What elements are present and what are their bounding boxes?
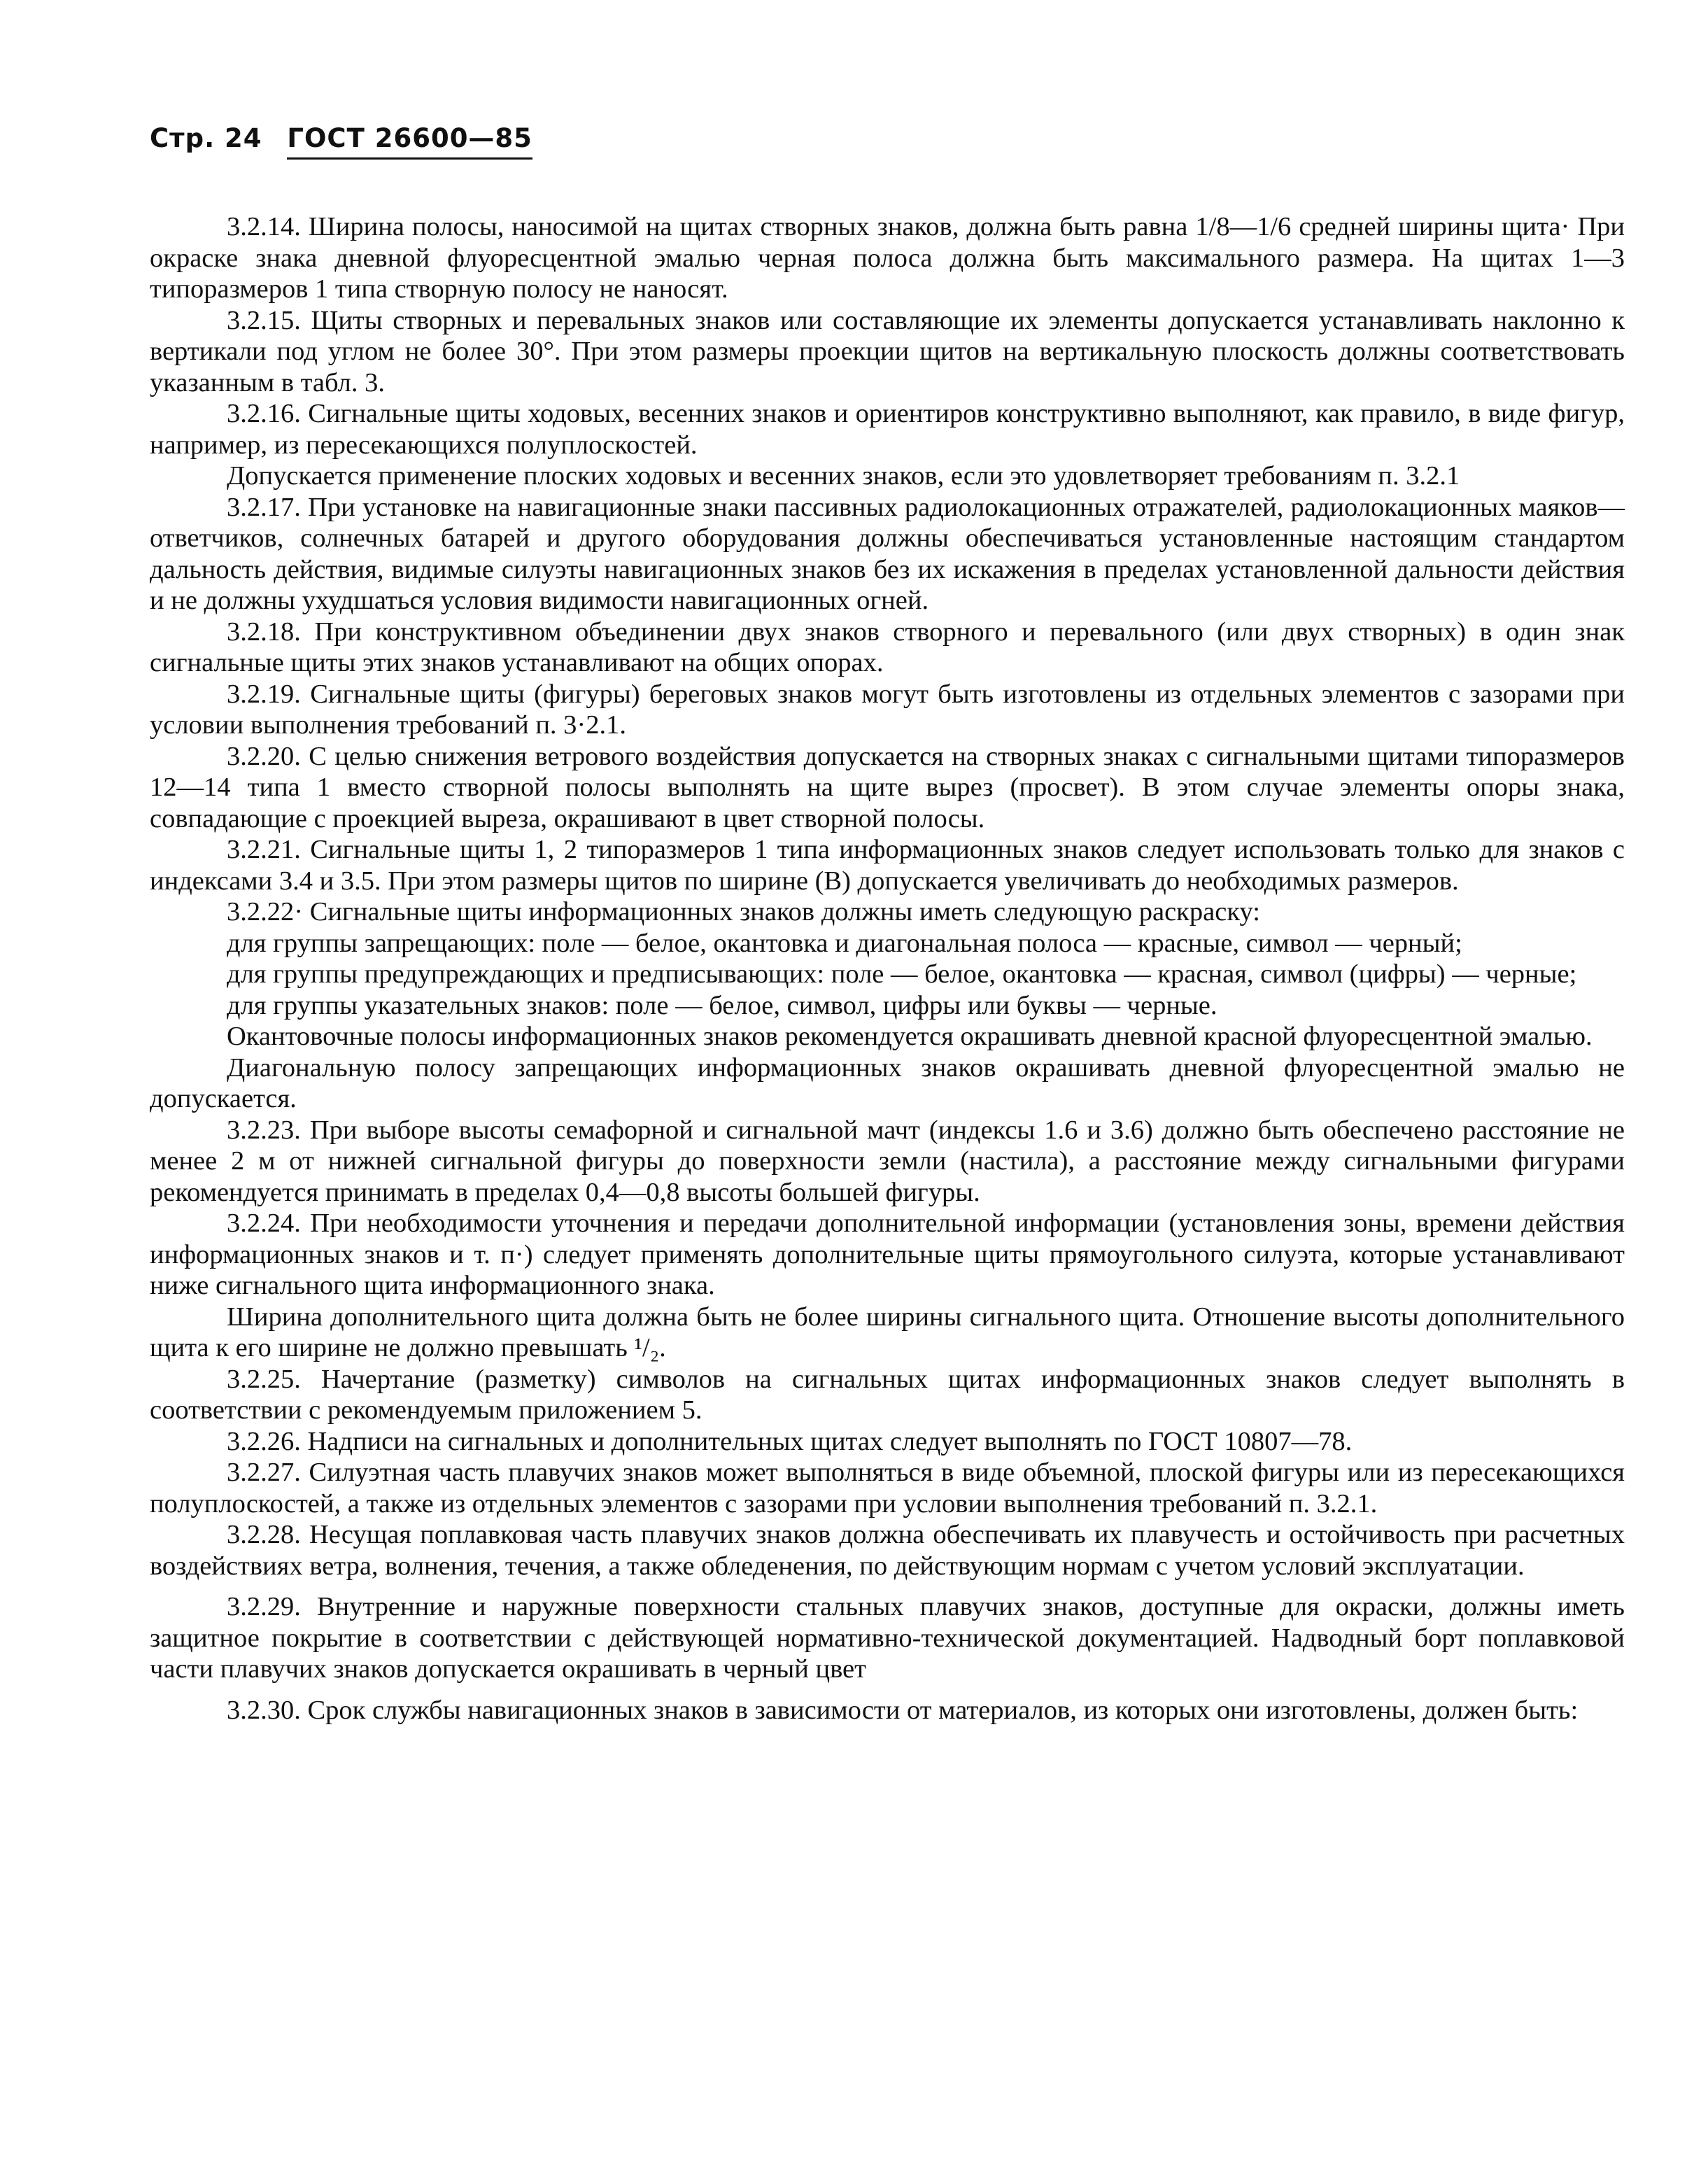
- document-body: [150, 211, 1625, 1726]
- paragraph: Окантовочные полосы информационных знаков рекомендуется окрашивать дневной красной флуоресцентной эмалью.: [227, 1022, 1593, 1051]
- paragraph-3-2-19: 3.2.19. Сигнальные щиты (фигуры) береговых знаков могут быть изготовлены из отдельных элементов с зазорами при условии выполнения требований п. 3·2.1.: [150, 679, 1625, 740]
- paragraph-3-2-14: 3.2.14. Ширина полосы, наносимой на щитах створных знаков, должна быть равна 1/8—1/6 средней ширины щита· При окраске знака дневной флуоресцентной эмалью черная полоса должна быть максимального размера. На щитах 1—3 типоразмеров 1 типа створную полосу не наносят.: [150, 212, 1625, 304]
- paragraph-3-2-21: 3.2.21. Сигнальные щиты 1, 2 типоразмеров 1 типа информационных знаков следует использовать только для знаков с индексами 3.4 и 3.5. При этом размеры щитов по ширине (В) допускается увеличивать до необходимых размеров.: [150, 835, 1625, 896]
- paragraph: Допускается применение плоских ходовых и весенних знаков, если это удовлетворяет требованиям п. 3.2.1: [227, 461, 1460, 491]
- page-number: Стр. 24: [150, 123, 262, 153]
- paragraph-3-2-18: 3.2.18. При конструктивном объединении двух знаков створного и перевального (или двух створных) в один знак сигнальные щиты этих знаков устанавливают на общих опорах.: [150, 617, 1625, 677]
- paragraph-3-2-16: 3.2.16. Сигнальные щиты ходовых, весенних знаков и ориентиров конструктивно выполняют, как правило, в виде фигур, например, из пересекающихся полуплоскостей.: [150, 399, 1625, 460]
- paragraph-3-2-24: 3.2.24. При необходимости уточнения и передачи дополнительной информации (установления зоны, времени действия информационных знаков и т. п·) следует применять дополнительные щиты прямоугольного силуэта, которые устанавливают ниже сигнального щита информационного знака.: [150, 1209, 1625, 1300]
- paragraph-3-2-28: 3.2.28. Несущая поплавковая часть плавучих знаков должна обеспечивать их плавучесть и остойчивость при расчетных воздействиях ветра, волнения, течения, а также обледенения, по действующим нормам с учетом условий эксплуатации.: [150, 1520, 1625, 1581]
- paragraph-3-2-20: 3.2.20. С целью снижения ветрового воздействия допускается на створных знаках с сигнальными щитами типоразмеров 12—14 типа 1 вместо створной полосы выполнять на щите вырез (просвет). В этом случае элементы опоры знака, совпадающие с проекцией выреза, окрашивают в цвет створной полосы.: [150, 741, 1625, 833]
- paragraph: для группы указательных знаков: поле — белое, символ, цифры или буквы — черные.: [227, 990, 1217, 1020]
- paragraph-3-2-25: 3.2.25. Начертание (разметку) символов на сигнальных щитах информационных знаков следует выполнять в соответствии с рекомендуемым приложением 5.: [150, 1364, 1625, 1425]
- paragraph-3-2-27: 3.2.27. Силуэтная часть плавучих знаков может выполняться в виде объемной, плоской фигуры или из пересекающихся полуплоскостей, а также из отдельных элементов с зазорами при условии выполнения требований п. 3.2.1.: [150, 1458, 1625, 1519]
- paragraph-3-2-26: 3.2.26. Надписи на сигнальных и дополнительных щитах следует выполнять по ГОСТ 10807—78.: [227, 1426, 1353, 1456]
- paragraph: для группы предупреждающих и предписывающих: поле — белое, окантовка — красная, символ (цифры) — черные;: [227, 959, 1577, 989]
- paragraph: Диагональную полосу запрещающих информационных знаков окрашивать дневной флуоресцентной эмалью не допускается.: [150, 1052, 1625, 1113]
- paragraph-3-2-22: 3.2.22· Сигнальные щиты информационных знаков должны иметь следующую раскраску:: [227, 897, 1260, 927]
- paragraph: для группы запрещающих: поле — белое, окантовка и диагональная полоса — красные, символ — черный;: [227, 928, 1462, 958]
- paragraph-3-2-29: 3.2.29. Внутренние и наружные поверхности стальных плавучих знаков, доступные для окраски, должны иметь защитное покрытие в соответствии с действующей нормативно-технической документацией. Надводный борт поплавковой части плавучих знаков допускается окрашивать в черный цвет: [150, 1592, 1625, 1684]
- paragraph-3-2-23: 3.2.23. При выборе высоты семафорной и сигнальной мачт (индексы 1.6 и 3.6) должно быть обеспечено расстояние не менее 2 м от нижней сигнальной фигуры до поверхности земли (настила), а расстояние между сигнальными фигурами рекомендуется принимать в пределах 0,4—0,8 высоты большей фигуры.: [150, 1115, 1625, 1207]
- standard-title: ГОСТ 26600—85: [287, 123, 532, 160]
- page-header: [150, 123, 532, 160]
- paragraph-3-2-30: 3.2.30. Срок службы навигационных знаков в зависимости от материалов, из которых они изготовлены, должен быть:: [227, 1695, 1579, 1725]
- paragraph: Ширина дополнительного щита должна быть не более ширины сигнального щита. Отношение высоты дополнительного щита к его ширине не должно превышать ¹/₂.: [150, 1302, 1625, 1362]
- paragraph-3-2-15: 3.2.15. Щиты створных и перевальных знаков или составляющие их элементы допускается устанавливать наклонно к вертикали под углом не более 30°. При этом размеры проекции щитов на вертикальную плоскость должны соответствовать указанным в табл. 3.: [150, 305, 1625, 397]
- paragraph-3-2-17: 3.2.17. При установке на навигационные знаки пассивных радиолокационных отражателей, радиолокационных маяков—ответчиков, солнечных батарей и другого оборудования должны обеспечиваться установленные настоящим стандартом дальность действия, видимые силуэты навигационных знаков без их искажения в пределах установленной дальности действия и не должны ухудшаться условия видимости навигационных огней.: [150, 492, 1625, 615]
